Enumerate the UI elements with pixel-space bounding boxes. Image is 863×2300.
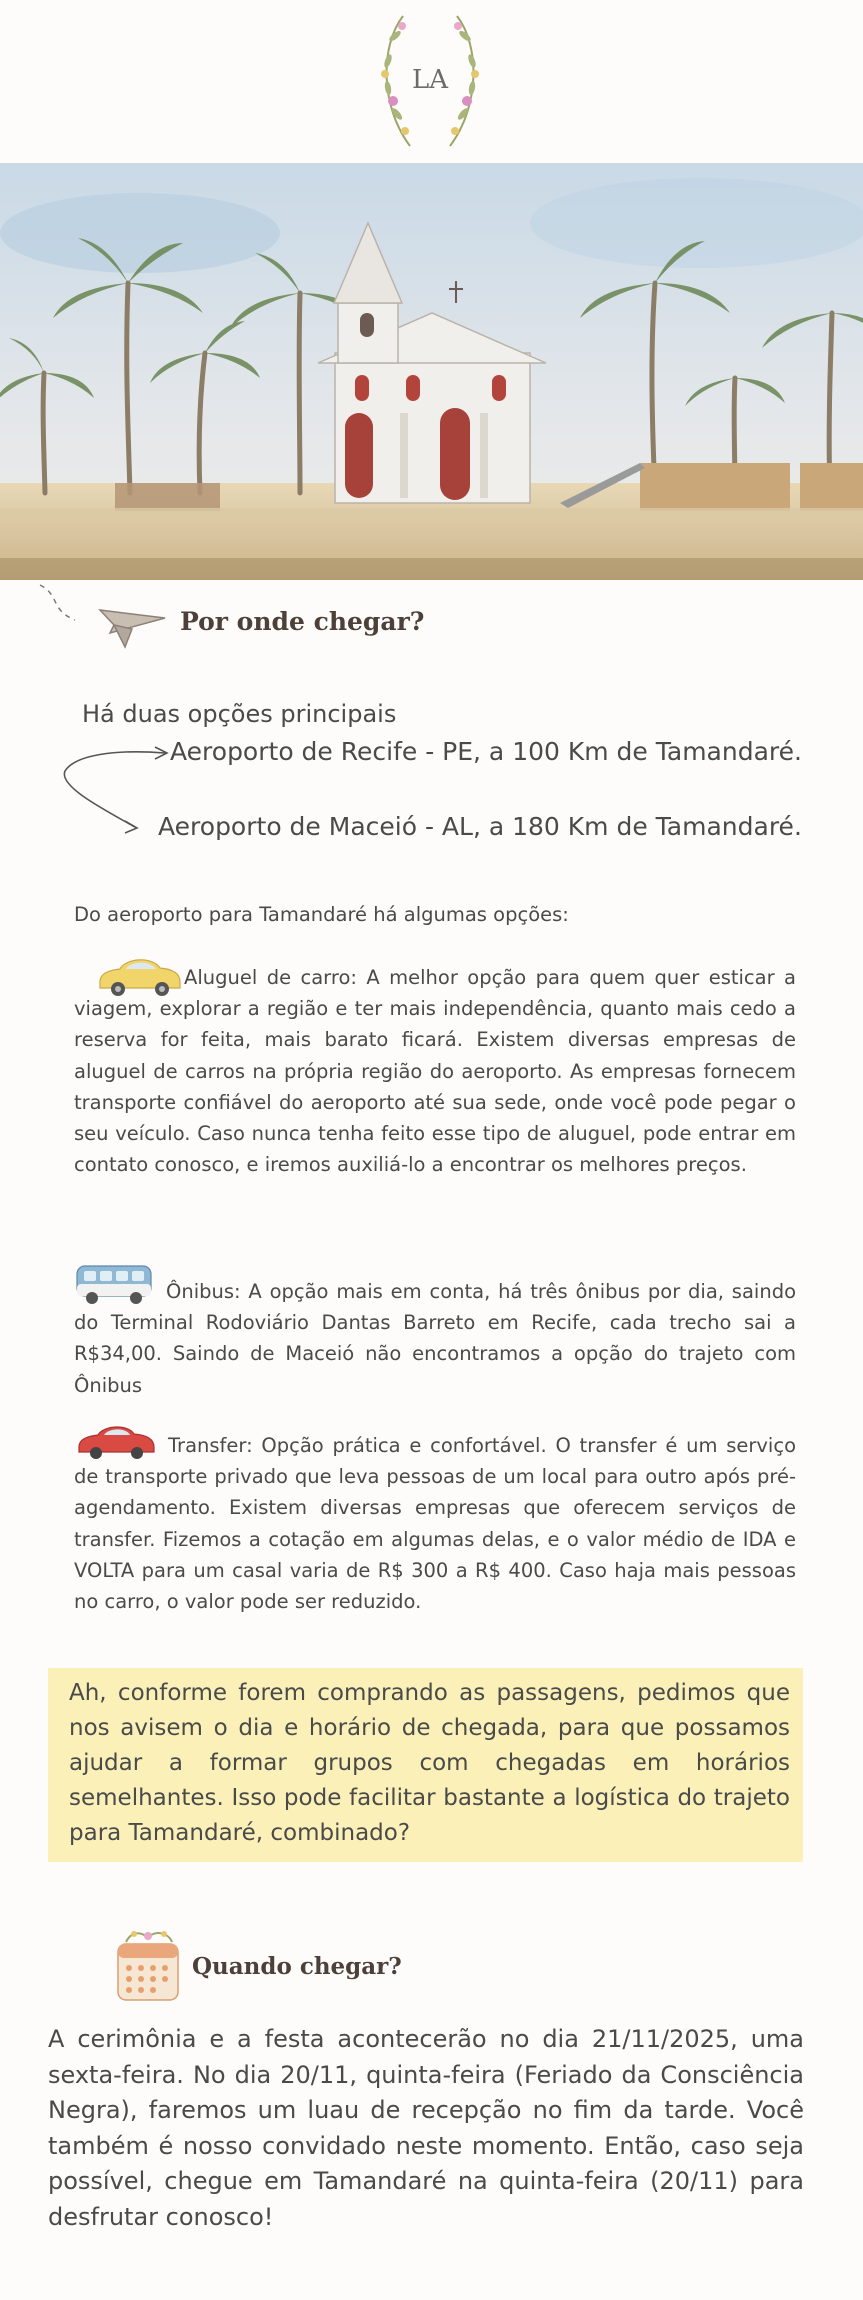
car-rental-text: Aluguel de carro: A melhor opção para quem quer esticar a viagem, explorar a região e ter mais independência, quanto mais cedo a reserva for feita, mais barato ficará. Existem diversas empresas de aluguel de carros na própria região do aeroporto. As empresas fornecem transporte confiável do aeroporto até sua sede, onde você pode pegar o seu veículo. Caso nunca tenha feito esse tipo de aluguel, pode entrar em contato conosco, e iremos auxiliá-lo a encontrar os melhores preços. <box>74 966 796 1177</box>
section-title-how-to-arrive: Por onde chegar? <box>180 607 425 636</box>
option-maceio-airport: Aeroporto de Maceió - AL, a 180 Km de Tamandaré. <box>158 812 802 841</box>
section-title-when-to-arrive: Quando chegar? <box>192 1953 402 1980</box>
option-recife-airport: Aeroporto de Recife - PE, a 100 Km de Tamandaré. <box>170 737 802 766</box>
calendar-icon <box>112 1928 184 2006</box>
options-arrows <box>55 735 175 835</box>
intro-text: Há duas opções principais <box>82 700 397 728</box>
calendar-decoration <box>112 1928 184 2006</box>
bus-text: Ônibus: A opção mais em conta, há três ônibus por dia, saindo do Terminal Rodoviário Dantas Barreto em Recife, cada trecho sai a R$34,00. Saindo de Maceió não encontramos a opção do trajeto com Ônibus <box>74 1280 796 1397</box>
arrival-note-box <box>48 1668 803 1862</box>
when-to-arrive-text: A cerimônia e a festa acontecerão no dia 21/11/2025, uma sexta-feira. No dia 20/11, quinta-feira (Feriado da Consciência Negra), faremos um luau de recepção no fim da tarde. Você também é nosso convidado neste momento. Então, caso seja possível, chegue em Tamandaré na quinta-feira (20/11) para desfrutar conosco! <box>48 2025 804 2231</box>
paper-plane-icon <box>30 575 170 655</box>
arrival-note-text: Ah, conforme forem comprando as passagens, pedimos que nos avisem o dia e horário de chegada, para que possamos ajudar a formar grupos com chegadas em horários semelhantes. Isso pode facilitar bastante a logística do trajeto para Tamandaré, combinado? <box>69 1680 790 1846</box>
monogram-logo <box>355 6 505 156</box>
floral-wreath-icon <box>355 6 505 156</box>
transfer-text: Transfer: Opção prática e confortável. O transfer é um serviço de transporte privado que leva pessoas de um local para outro após pré-agendamento. Existem diversas empresas que oferecem serviços de transfer. Fizemos a cotação em algumas delas, e o valor médio de IDA e VOLTA para um casal varia de R$ 300 a R$ 400. Caso haja mais pessoas no carro, o valor pode ser reduzido. <box>74 1434 796 1614</box>
hero-illustration <box>0 163 863 580</box>
transport-options-lead: Do aeroporto para Tamandaré há algumas opções: <box>74 903 569 926</box>
paper-plane-decoration <box>30 575 170 655</box>
monogram-text: LA <box>411 65 449 95</box>
curved-arrow-icon <box>55 735 175 835</box>
